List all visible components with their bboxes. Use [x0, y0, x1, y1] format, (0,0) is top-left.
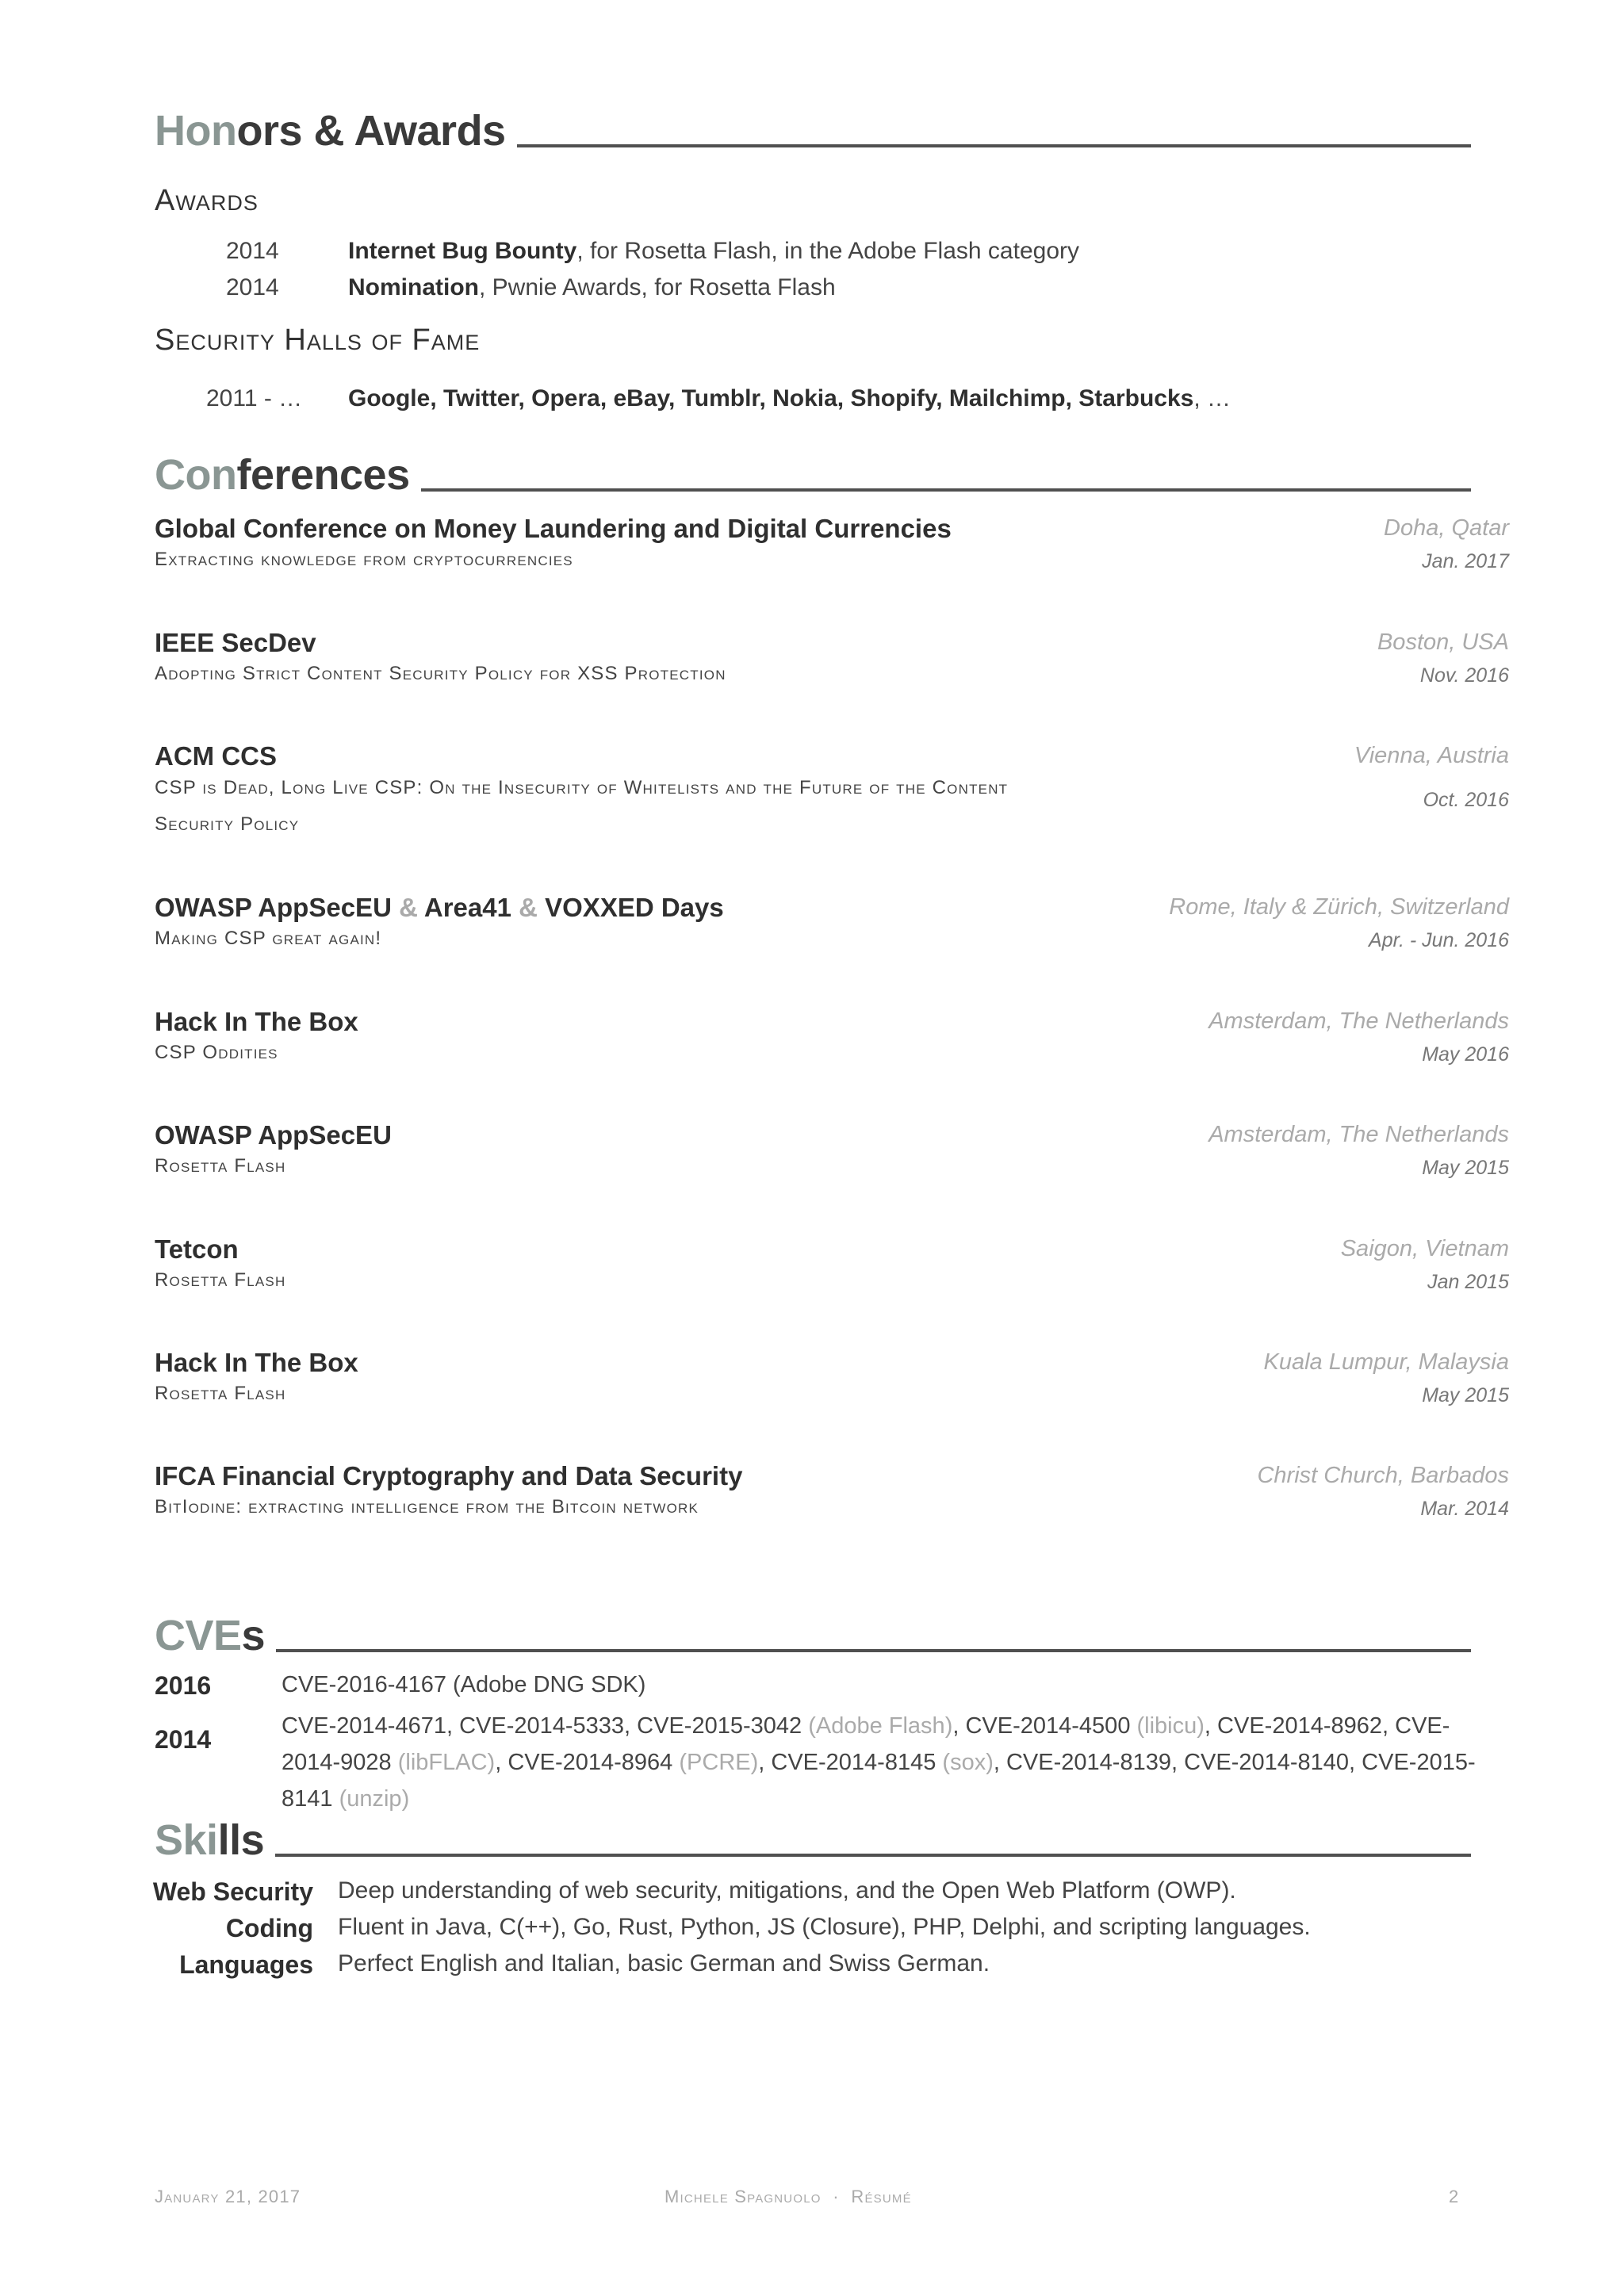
section-rule [275, 1854, 1471, 1857]
section-title [155, 1816, 265, 1864]
cve-product: (Adobe Flash) [808, 1713, 953, 1739]
conference-date: Nov. 2016 [1419, 664, 1509, 687]
hof-detail: , … [1193, 385, 1231, 411]
cve-year: 2016 [155, 1671, 212, 1700]
conference-date: May 2015 [1422, 1157, 1509, 1179]
footer-page-number: 2 [1449, 2187, 1460, 2206]
skill-description: Fluent in Java, C(++), Go, Rust, Python, JS (Closure), PHP, Delphi, and scripting languages. [338, 1914, 1311, 1940]
section-honors-awards [155, 107, 1471, 155]
skill-description: Perfect English and Italian, basic German and Swiss German. [338, 1950, 990, 1976]
conference-name: OWASP AppSecEU [155, 1120, 392, 1150]
conference-name-part: OWASP AppSecEU [155, 893, 392, 922]
conference-location: Doha, Qatar [1384, 515, 1509, 541]
section-skills [155, 1816, 1471, 1864]
footer-date: January 21, 2017 [155, 2187, 301, 2206]
conference-date: Apr. - Jun. 2016 [1369, 929, 1509, 951]
name-separator: & [391, 893, 424, 922]
conference-location: Saigon, Vietnam [1340, 1236, 1509, 1261]
hof-year: 2011 - … [206, 385, 303, 411]
section-title-rest: ors & Awards [236, 107, 506, 155]
conference-name: Global Conference on Money Laundering and Digital Currencies [155, 514, 952, 543]
cve-entry: , CVE-2014-8962, CVE-2014-9028 [282, 1713, 1450, 1775]
section-title-highlight: CVE [155, 1612, 242, 1659]
section-title [155, 451, 410, 499]
section-title-highlight: Hon [155, 107, 237, 155]
footer-author: Michele Spagnuolo [665, 2187, 822, 2206]
conference-name-part: VOXXED Days [545, 893, 724, 922]
award-body [348, 274, 836, 301]
conference-date: Jan 2015 [1427, 1271, 1509, 1293]
skill-row [0, 1914, 1624, 1950]
conference-name-part: Area41 [423, 893, 511, 922]
cve-product: (PCRE) [679, 1750, 759, 1775]
conference-location: Kuala Lumpur, Malaysia [1263, 1349, 1509, 1375]
section-rule [276, 1649, 1471, 1652]
footer-title [665, 2187, 912, 2207]
name-separator: & [511, 893, 546, 922]
award-year: 2014 [226, 238, 279, 264]
section-title [155, 107, 506, 155]
hof-body [348, 385, 1231, 412]
conference-name: ACM CCS [155, 741, 277, 771]
conference-date: May 2015 [1422, 1384, 1509, 1406]
award-year: 2014 [226, 274, 279, 300]
conference-date: Oct. 2016 [1423, 789, 1509, 811]
award-title: Internet Bug Bounty [348, 238, 577, 264]
conference-talk: CSP Oddities [155, 1042, 278, 1063]
cve-list [282, 1667, 1487, 1703]
footer-doc-title: Résumé [851, 2187, 912, 2206]
section-conferences [155, 451, 1471, 499]
skill-row [0, 1950, 1624, 1987]
conference-location: Amsterdam, The Netherlands [1208, 1008, 1509, 1034]
conference-talk: Rosetta Flash [155, 1155, 286, 1177]
cve-product: (libFLAC) [397, 1750, 496, 1775]
conference-name: Tetcon [155, 1234, 239, 1264]
skill-label: Languages [179, 1950, 313, 1979]
conference-location: Amsterdam, The Netherlands [1208, 1122, 1509, 1147]
cve-list [282, 1708, 1487, 1817]
section-rule [517, 144, 1471, 147]
hof-heading: Security Halls of Fame [155, 323, 481, 357]
cve-entry: CVE-2014-4671, CVE-2014-5333, CVE-2015-3042 [282, 1713, 809, 1739]
section-cves [155, 1614, 1471, 1657]
conference-talk: Extracting knowledge from cryptocurrencies [155, 549, 573, 570]
conference-location: Christ Church, Barbados [1257, 1463, 1509, 1488]
award-title: Nomination [348, 274, 479, 300]
conference-date: Jan. 2017 [1422, 550, 1509, 572]
section-title-highlight: Ski [155, 1816, 218, 1864]
section-title-rest: ferences [236, 451, 410, 499]
conference-name: Hack In The Box [155, 1348, 358, 1377]
section-title [155, 1614, 265, 1657]
awards-heading: Awards [155, 184, 259, 217]
award-body [348, 238, 1079, 265]
section-title-rest: lls [217, 1816, 265, 1864]
cve-entry: , CVE-2014-8145 [758, 1750, 943, 1775]
conference-talk: Making CSP great again! [155, 928, 382, 949]
section-title-highlight: Con [155, 451, 237, 499]
conference-date: Mar. 2014 [1420, 1498, 1509, 1520]
conference-talk: Rosetta Flash [155, 1383, 286, 1404]
section-rule [421, 488, 1471, 492]
conference-location: Boston, USA [1377, 629, 1509, 655]
conference-talk: BitIodine: extracting intelligence from the Bitcoin network [155, 1496, 699, 1517]
conference-talk: Rosetta Flash [155, 1269, 286, 1291]
cve-entry: , CVE-2014-8964 [495, 1750, 680, 1775]
award-detail: , Pwnie Awards, for Rosetta Flash [479, 274, 836, 300]
conference-talk: CSP is Dead, Long Live CSP: On the Insecurity of Whitelists and the Future of the Content Security Policy [155, 777, 1009, 835]
cve-entry: CVE-2016-4167 (Adobe DNG SDK) [282, 1672, 646, 1697]
hof-companies: Google, Twitter, Opera, eBay, Tumblr, Nokia, Shopify, Mailchimp, Starbucks [348, 385, 1194, 411]
conference-name: IEEE SecDev [155, 628, 316, 657]
conference-talk: Adopting Strict Content Security Policy for XSS Protection [155, 663, 726, 684]
conference-name: IFCA Financial Cryptography and Data Security [155, 1461, 743, 1490]
cve-entry: , CVE-2014-4500 [952, 1713, 1137, 1739]
cve-product: (libicu) [1136, 1713, 1205, 1739]
cve-year: 2014 [155, 1725, 212, 1754]
cve-product: (sox) [942, 1750, 994, 1775]
award-detail: , for Rosetta Flash, in the Adobe Flash category [576, 238, 1079, 264]
skill-row [0, 1877, 1624, 1914]
conference-location: Rome, Italy & Zürich, Switzerland [1169, 894, 1509, 920]
conference-name: Hack In The Box [155, 1007, 358, 1036]
conference-location: Vienna, Austria [1354, 743, 1509, 768]
conference-date: May 2016 [1422, 1043, 1509, 1066]
conference-name [155, 893, 724, 923]
footer-separator: · [833, 2187, 840, 2206]
skill-description: Deep understanding of web security, mitigations, and the Open Web Platform (OWP). [338, 1877, 1236, 1904]
skill-label: Web Security [152, 1877, 313, 1906]
section-title-rest: s [241, 1612, 266, 1659]
skill-label: Coding [225, 1914, 313, 1942]
cve-product: (unzip) [339, 1786, 410, 1812]
cve-entry: , CVE-2014-8139, CVE-2014-8140, CVE-2015-8141 [282, 1750, 1476, 1812]
